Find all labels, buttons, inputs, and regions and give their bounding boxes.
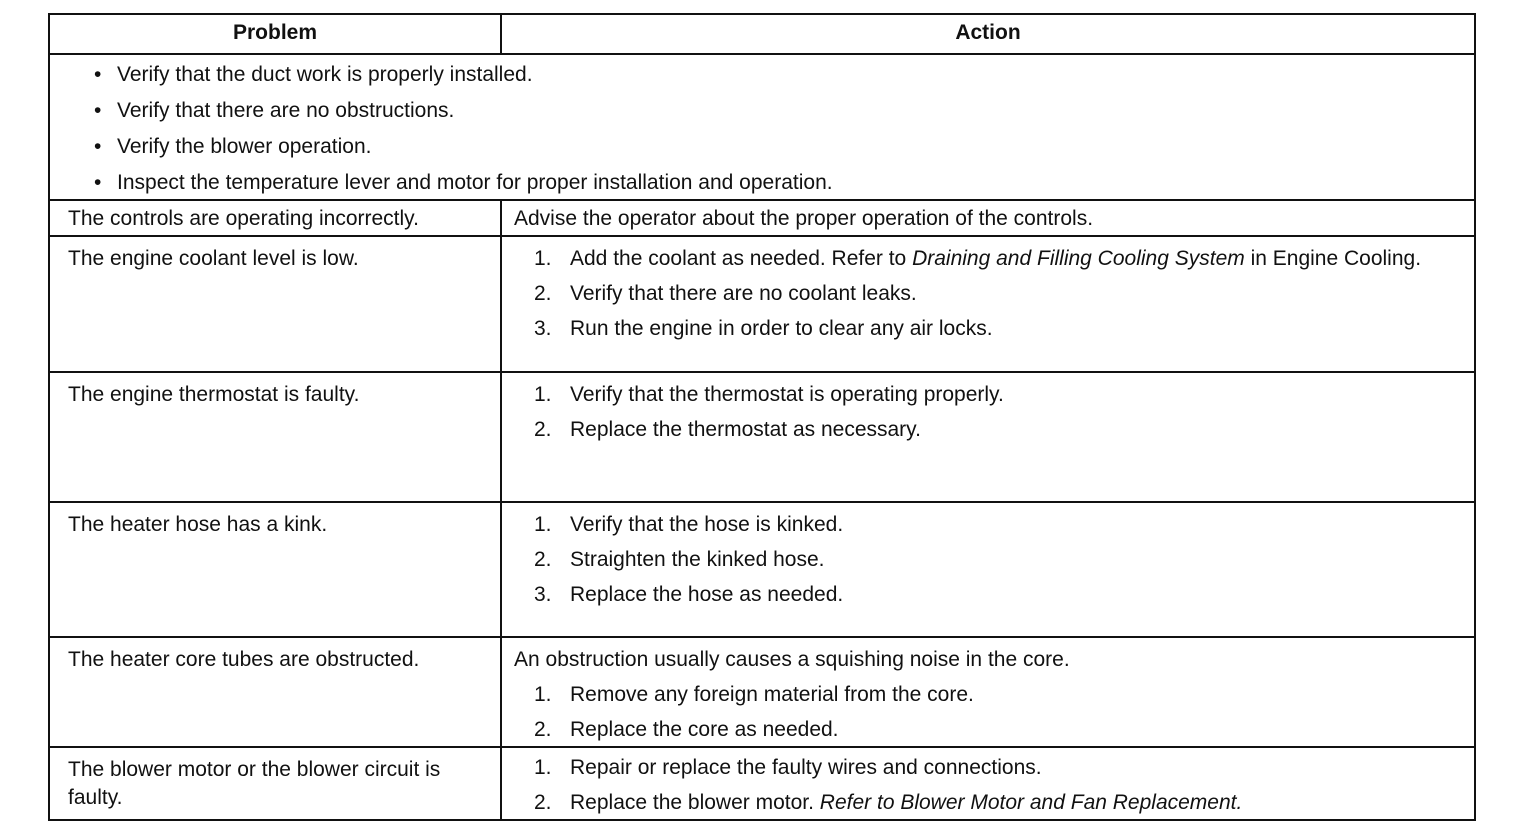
list-item: 3. Replace the hose as needed. xyxy=(534,583,844,606)
action-cell xyxy=(502,237,1474,371)
table-row xyxy=(50,199,1474,235)
list-item: 1. Repair or replace the faulty wires and connections. xyxy=(534,756,1042,779)
troubleshooting-table xyxy=(48,13,1476,821)
list-item: 1. Verify that the hose is kinked. xyxy=(534,513,844,536)
action-cell xyxy=(502,373,1474,501)
table-row xyxy=(50,501,1474,636)
bullet-icon: • xyxy=(94,99,102,122)
action-header: Action xyxy=(955,21,1021,44)
list-item: 1. Remove any foreign material from the core. xyxy=(534,683,974,706)
list-item: 2. Replace the blower motor. Refer to Blower Motor and Fan Replacement. xyxy=(534,791,1243,814)
action-cell xyxy=(502,503,1474,636)
problem-cell: The heater hose has a kink. xyxy=(68,513,328,536)
table-row xyxy=(50,636,1474,746)
table-row xyxy=(50,371,1474,501)
action-intro: An obstruction usually causes a squishing noise in the core. xyxy=(514,648,1070,671)
header-row xyxy=(50,15,1474,53)
action-cell: Advise the operator about the proper operation of the controls. xyxy=(514,207,1094,230)
list-item: 2. Straighten the kinked hose. xyxy=(534,548,825,571)
table-row xyxy=(50,235,1474,371)
bullet-item: • Inspect the temperature lever and motor for proper installation and operation. xyxy=(50,165,1474,201)
bullet-item: • Verify that there are no obstructions. xyxy=(50,93,1474,129)
problem-cell: The engine coolant level is low. xyxy=(68,247,359,270)
list-item: 1. Add the coolant as needed. Refer to Draining and Filling Cooling System in Engine Cooling. xyxy=(534,247,1422,270)
bullet-icon: • xyxy=(94,171,102,194)
problem-cell: The blower motor or the blower circuit is faulty. xyxy=(68,758,441,809)
list-item: 2. Replace the core as needed. xyxy=(534,718,839,741)
list-item: 2. Verify that there are no coolant leaks. xyxy=(534,282,917,305)
problem-cell: The heater core tubes are obstructed. xyxy=(68,648,420,671)
bullet-item: • Verify the blower operation. xyxy=(50,129,1474,165)
problem-header: Problem xyxy=(232,21,318,44)
list-item: 1. Verify that the thermostat is operating properly. xyxy=(534,383,1004,406)
table-row xyxy=(50,746,1474,819)
bullet-icon: • xyxy=(94,63,102,86)
list-item: 3. Run the engine in order to clear any air locks. xyxy=(534,317,993,340)
problem-cell: The controls are operating incorrectly. xyxy=(68,207,419,230)
bullet-item: • Verify that the duct work is properly installed. xyxy=(50,57,1474,93)
problem-cell: The engine thermostat is faulty. xyxy=(68,383,360,406)
bullet-icon: • xyxy=(94,135,102,158)
list-item: 2. Replace the thermostat as necessary. xyxy=(534,418,921,441)
action-cell xyxy=(502,638,1474,746)
action-cell xyxy=(502,748,1474,819)
general-checks-row xyxy=(50,53,1474,199)
